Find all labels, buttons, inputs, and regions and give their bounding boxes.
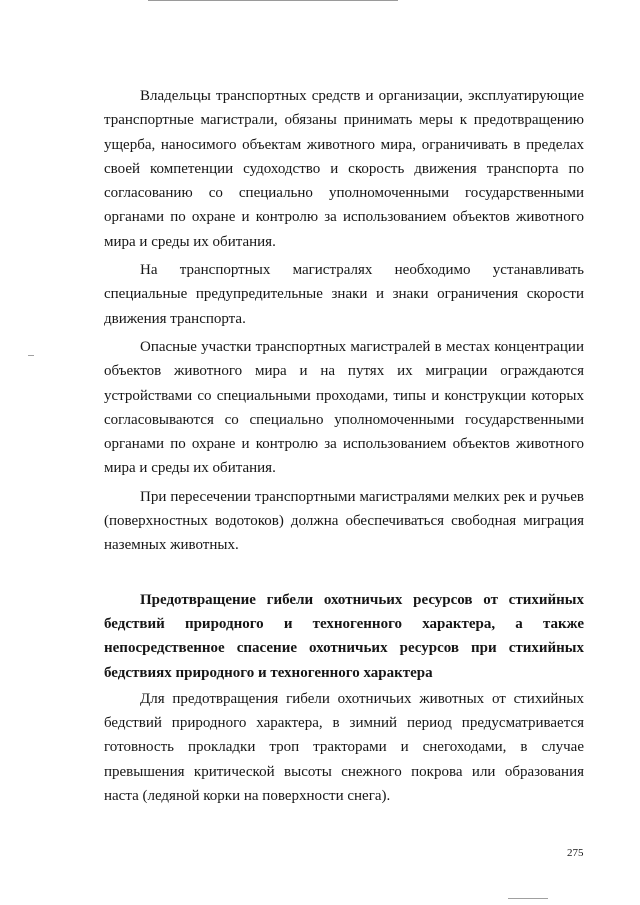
scan-speck — [508, 898, 548, 899]
paragraph-natural-disasters: Для предотвращения гибели охотничьих животных от стихийных бедствий природного характера, в зимний период предусматривается готовность прокладки троп тракторами и снегоходами, в случае превышения критической высоты снежного покрова или образования наста (ледяной корки на поверхности снега). — [104, 690, 584, 805]
page-body — [104, 84, 584, 808]
page-number: 275 — [567, 847, 584, 859]
scan-edge-line — [148, 0, 398, 1]
paragraph-warning-signs: На транспортных магистралях необходимо устанавливать специальные предупредительные знаки и знаки ограничения скорости движения транспорта. — [104, 262, 584, 327]
paragraph-river-crossings: При пересечении транспортными магистралями мелких рек и ручьев (поверхностных водотоков) должна обеспечиваться свободная миграция наземных животных. — [104, 488, 584, 554]
paragraph-transport-owners: Владельцы транспортных средств и организации, эксплуатирующие транспортные магистрали, обязаны принимать меры к предотвращению ущерба, наносимого объектам животного мира, ограничивать в пределах своей компетенции судоходство и скорость движения транспорта по согласованию со специально уполномоченными государственными органами по охране и контролю за использованием объектов животного мира и среды их обитания. — [104, 88, 584, 250]
paragraph-dangerous-sections: Опасные участки транспортных магистралей в местах концентрации объектов животного мира и на путях их миграции ограждаются устройствами со специальными проходами, типы и конструкции которых согласовываются со специально уполномоченными государственными органами по охране и контролю за использованием объектов животного мира и среды их обитания. — [104, 338, 584, 477]
section-heading: Предотвращение гибели охотничьих ресурсов от стихийных бедствий природного и техногенного характера, а также непосредственное спасение охотничьих ресурсов при стихийных бедствиях природного и техногенного характера — [104, 591, 584, 681]
scan-speck — [28, 355, 34, 356]
